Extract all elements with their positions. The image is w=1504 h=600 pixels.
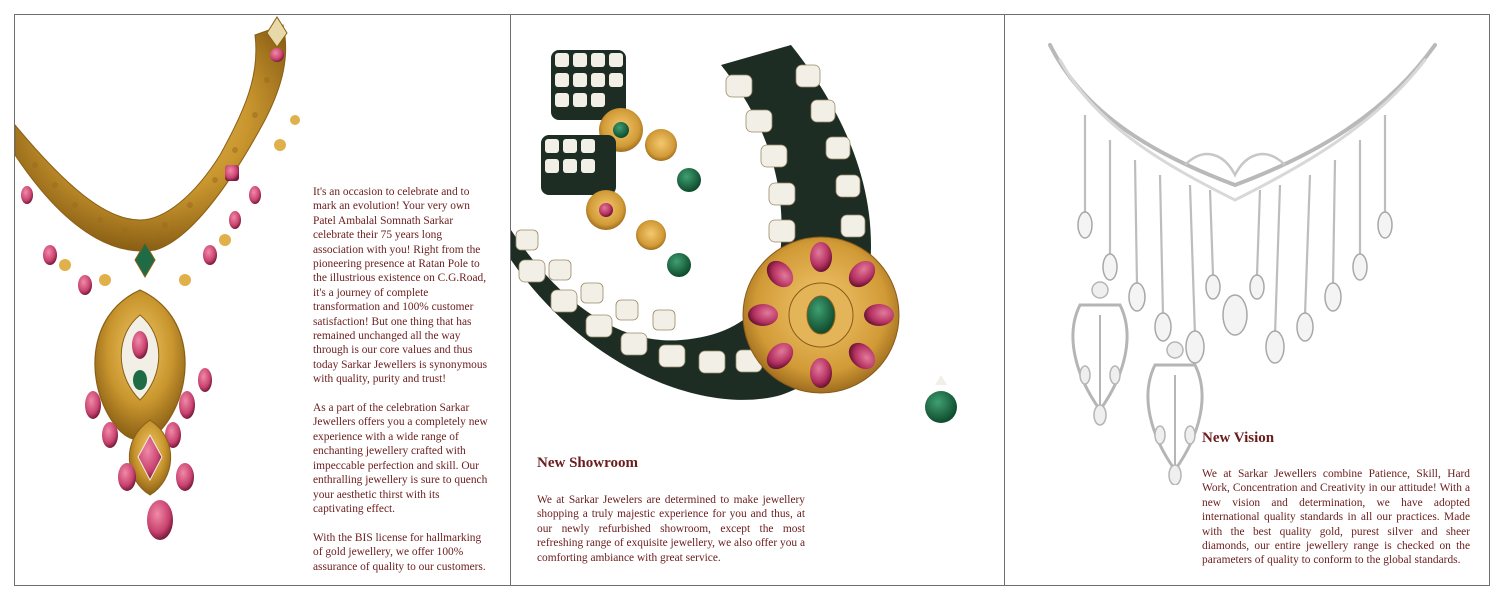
intro-paragraph: It's an occasion to celebrate and to mark an evolution! Your very own Patel Ambalal Somnath Sarkar celebrate their 75 years long association with you! Right from the pioneering presence at Ratan Pole to the illustrious existence on C.G.Road, it's a journey of complete transformation and 100% customer satisfaction! But one thing that has remained unchanged all the way through is our core values and thus today Sarkar Jewellers is synonymous with quality, purity and trust!: [313, 186, 487, 386]
new-vision-text: [1202, 467, 1470, 582]
new-showroom-text: [537, 493, 805, 579]
gold-necklace-image: [15, 15, 315, 585]
brochure: [14, 14, 1490, 586]
kundan-necklace-image: [511, 15, 1003, 455]
new-vision-heading: New Vision: [1202, 430, 1275, 446]
diamond-necklace-image: [1005, 15, 1490, 485]
new-vision-paragraph: We at Sarkar Jewellers combine Patience, Skill, Hard Work, Concentration and Creativity in our attitude! With a new vision and determination, we have adopted international quality standards in all our practices. Made with the best quality gold, purest silver and sheer diamonds, our entire jewellery range is checked on the parameters of quality to conform to the global standards.: [1202, 468, 1470, 567]
panel-new-vision: [1004, 15, 1490, 585]
new-showroom-heading: New Showroom: [537, 455, 638, 471]
celebration-paragraph: As a part of the celebration Sarkar Jewellers offers you a completely new experience with a wide range of enchanting jewellery crafted with impeccable perfection and skill. Our enthralling jewellery is sure to quench your aesthetic thirst with its captivating effect.: [313, 402, 488, 515]
hallmark-paragraph: With the BIS license for hallmarking of gold jewellery, we offer 100% assurance of quality to our customers.: [313, 531, 486, 573]
panel-new-showroom: [510, 15, 1003, 585]
panel-celebration: [15, 15, 509, 585]
new-showroom-paragraph: We at Sarkar Jewelers are determined to make jewellery shopping a truly majestic experience for you and thus, at our newly refurbished showroom, except the most refreshing range of exquisite jewellery, we also offer you a comforting ambiance with great service.: [537, 494, 805, 564]
celebration-text: [313, 185, 491, 585]
